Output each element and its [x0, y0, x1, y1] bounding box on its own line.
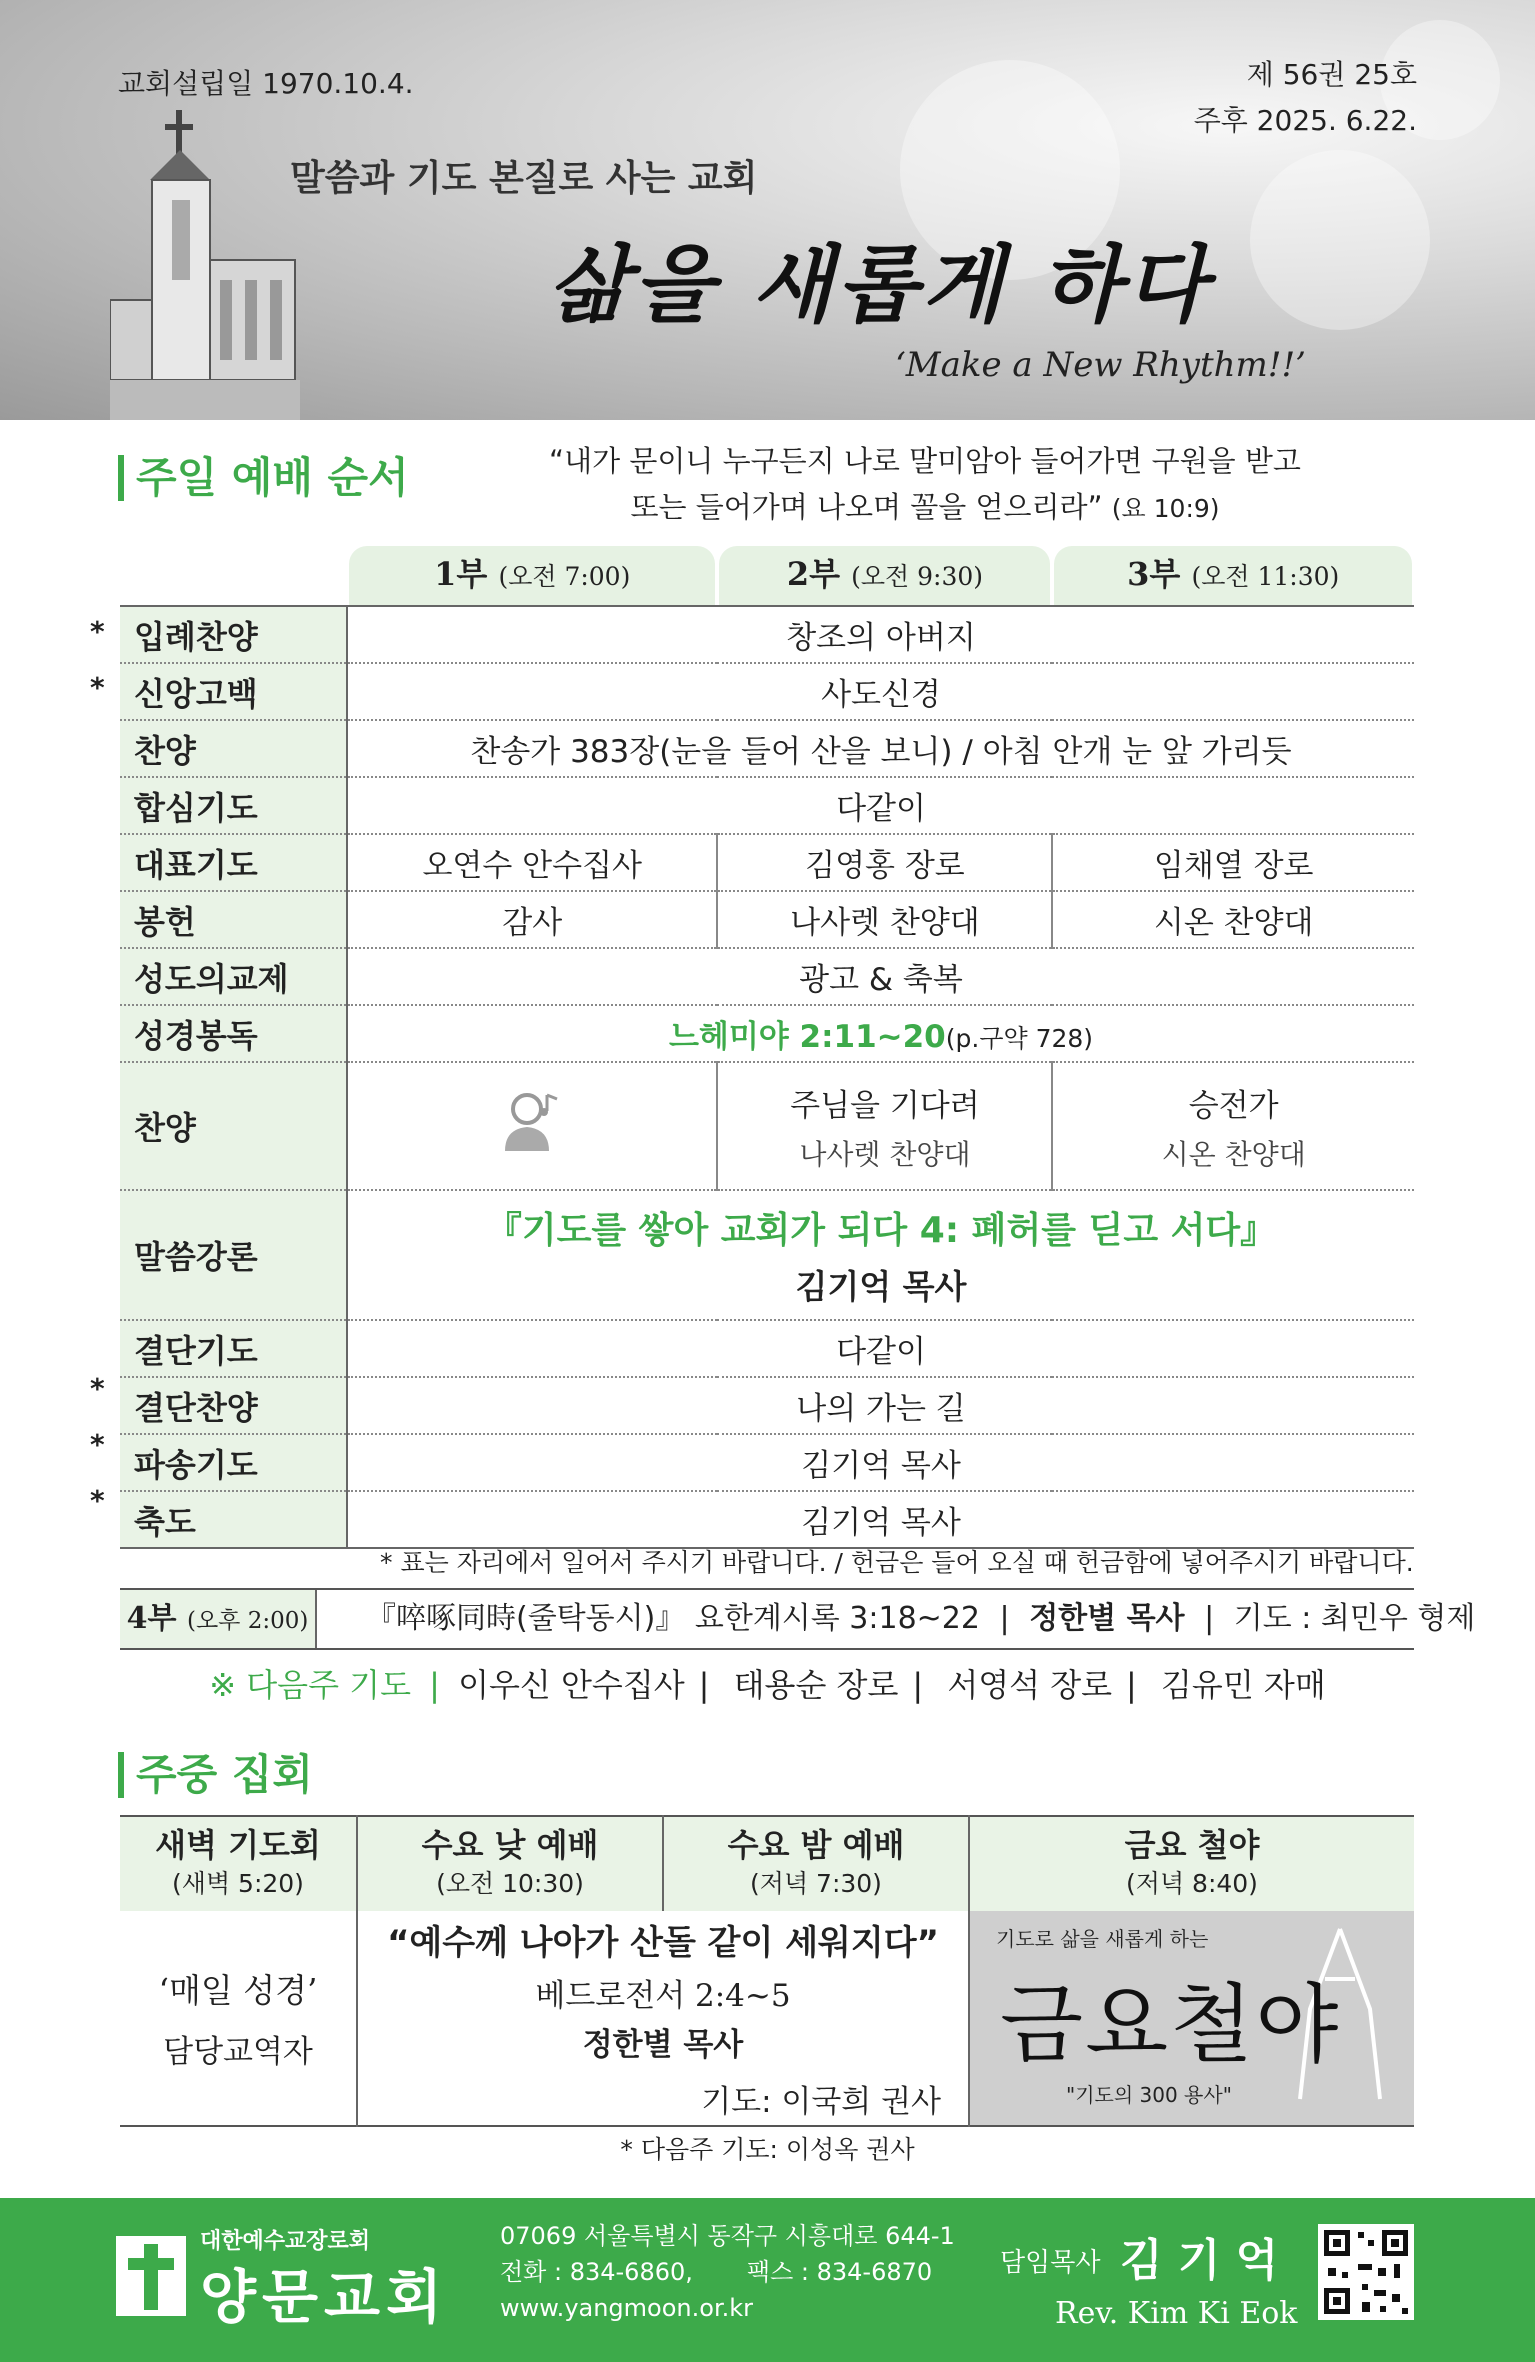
row-label: 말씀강론 [120, 1190, 347, 1320]
church-logo-icon [116, 2236, 186, 2316]
bokeh-light [1250, 150, 1430, 330]
row-value: 다같이 [347, 777, 1414, 834]
address: 07069 서울특별시 동작구 시흥대로 644-1 [500, 2222, 955, 2250]
service-2-header [717, 546, 1052, 606]
row-value: 사도신경 [347, 663, 1414, 720]
row-label: 대표기도 [120, 834, 347, 891]
row-label: 신앙고백 [120, 663, 347, 720]
service-name: 3부 [1127, 555, 1181, 593]
pastor-label: 담임목사 [1000, 2248, 1101, 2278]
choir-cell-3 [1052, 1062, 1414, 1190]
sermon-speaker: 김기억 목사 [795, 1267, 967, 1306]
friday-vigil-cell [969, 1911, 1414, 2126]
row-label: 성경봉독 [120, 1005, 347, 1062]
fourth-speaker: 정한별 목사 [1029, 1601, 1185, 1636]
wed-prayer: 기도: 이국희 권사 [701, 2084, 941, 2120]
order-row [120, 1377, 1414, 1434]
order-row [120, 948, 1414, 1005]
quote-line: “내가 문이니 누구든지 나로 말미암아 들어가면 구원을 받고 [549, 444, 1301, 478]
main-title: 삶을 새롭게 하다 [548, 235, 1211, 334]
friday-tagline: 기도로 삶을 새롭게 하는 [996, 1927, 1209, 1951]
next-week-prayer: ※ 다음주 기도 | 이우신 안수집사 | 태용순 장로 | 서영석 장로 | 김유민 자매 [209, 1666, 1326, 1704]
row-label: 결단찬양 [120, 1377, 347, 1434]
row-label: 찬양 [120, 1062, 347, 1190]
order-row [120, 1491, 1414, 1548]
wed-speaker: 정한별 목사 [582, 2027, 744, 2063]
standing-mark: * [90, 1372, 105, 1405]
choir-cell-2 [717, 1062, 1052, 1190]
row-value [347, 1005, 1414, 1062]
weekly-col-header: 수요 낮 예배 (오전 10:30) [357, 1816, 663, 1911]
row-value: 광고 & 축복 [347, 948, 1414, 1005]
service-time: (오전 11:30) [1191, 562, 1340, 591]
pastor-name-english: Rev. Kim Ki Eok [1055, 2296, 1298, 2331]
standing-mark: * [90, 1428, 105, 1461]
prayer-name: 김유민 자매 [1161, 1666, 1326, 1704]
row-label: 합심기도 [120, 777, 347, 834]
quote-line [540, 484, 1310, 532]
order-row [120, 891, 1414, 948]
row-value: 임채열 장로 [1052, 834, 1414, 891]
dawn-title: ‘매일 성경’ [158, 1971, 318, 2010]
worship-section-title: 주일 예배 순서 [118, 455, 409, 501]
header-banner [0, 0, 1535, 420]
standing-mark: * [90, 615, 105, 648]
issue-date: 주후 2025. 6.22. [1193, 104, 1417, 137]
order-row [120, 834, 1414, 891]
row-label: 파송기도 [120, 1434, 347, 1491]
sermon-title: 『기도를 쌓아 교회가 되다 4: 폐허를 딛고 서다』 [485, 1210, 1277, 1251]
wednesday-cell [357, 1911, 969, 2126]
fourth-prayer: 기도 : 최민우 형제 [1233, 1601, 1476, 1636]
friday-slogan: "기도의 300 용사" [1066, 2083, 1232, 2107]
scripture-quote [540, 438, 1310, 532]
dawn-leader: 담당교역자 [163, 2034, 313, 2070]
weekly-next-prayer: * 다음주 기도: 이성옥 권사 [620, 2135, 915, 2164]
row-value: 김기억 목사 [347, 1434, 1414, 1491]
row-value: 시온 찬양대 [1052, 891, 1414, 948]
row-label: 봉헌 [120, 891, 347, 948]
church-building-icon [110, 110, 300, 420]
dawn-prayer-cell [120, 1911, 357, 2126]
fourth-service-row [120, 1588, 1476, 1650]
singer-icon [497, 1087, 567, 1157]
website-link[interactable]: www.yangmoon.or.kr [500, 2294, 753, 2322]
order-row [120, 720, 1414, 777]
standing-note: * 표는 자리에서 일어서 주시기 바랍니다. / 헌금은 들어 오실 때 헌금함에 넣어주시기 바랍니다. [380, 1548, 1414, 1577]
bible-reading: 느헤미야 2:11~20 [668, 1019, 946, 1055]
order-row [120, 1062, 1414, 1190]
row-label: 찬양 [120, 720, 347, 777]
next-prayer-label: ※ 다음주 기도 [209, 1666, 411, 1704]
footer [0, 2198, 1535, 2362]
row-value: 찬송가 383장(눈을 들어 산을 보니) / 아침 안개 눈 앞 가리듯 [347, 720, 1414, 777]
service-time: (오후 2:00) [186, 1608, 309, 1634]
order-row [120, 606, 1414, 663]
volume-number: 제 56권 25호 [1246, 58, 1417, 91]
issue-info [1194, 52, 1417, 144]
weekly-body-row [120, 1911, 1414, 2126]
standing-mark: * [90, 671, 105, 704]
prayer-name: 이우신 안수집사 [458, 1666, 685, 1704]
friday-vigil-logo: 금요철야 [1000, 1975, 1341, 2075]
weekly-meetings-table [120, 1815, 1414, 2127]
row-value: 오연수 안수집사 [347, 834, 717, 891]
sermon-cell [347, 1190, 1414, 1320]
order-row [120, 1434, 1414, 1491]
order-row [120, 663, 1414, 720]
contact-info [500, 2218, 955, 2326]
choir-cell-1 [347, 1062, 717, 1190]
worship-order-table [120, 546, 1414, 1549]
order-row [120, 1190, 1414, 1320]
order-row [120, 1320, 1414, 1377]
service-1-header [347, 546, 717, 606]
service-name: 2부 [786, 555, 840, 593]
quote-text: 또는 들어가며 나오며 꼴을 얻으리라” [630, 490, 1103, 524]
row-label: 축도 [120, 1491, 347, 1548]
quote-reference: (요 10:9) [1111, 494, 1220, 523]
fourth-sermon-title: 『啐啄同時(줄탁동시)』 요한계시록 3:18~22 [366, 1601, 980, 1636]
row-value: 나사렛 찬양대 [717, 891, 1052, 948]
wed-scripture: 베드로전서 2:4~5 [535, 1978, 791, 2014]
pastor-name: 김 기 억 [1120, 2235, 1279, 2286]
row-value: 감사 [347, 891, 717, 948]
wed-sermon-title: “예수께 나아가 산돌 같이 세워지다” [387, 1923, 939, 1963]
weekly-col-header: 새벽 기도회 (새벽 5:20) [120, 1816, 357, 1911]
empty-cell [120, 546, 347, 606]
service-3-header [1052, 546, 1414, 606]
denomination: 대한예수교장로회 [200, 2229, 371, 2254]
fax: 팩스 : 834-6870 [746, 2258, 933, 2286]
row-value: 김영홍 장로 [717, 834, 1052, 891]
established-date: 교회설립일 1970.10.4. [118, 67, 414, 100]
weekly-header-row [120, 1816, 1414, 1911]
row-label: 성도의교제 [120, 948, 347, 1005]
row-value: 다같이 [347, 1320, 1414, 1377]
anthem-choir: 시온 찬양대 [1161, 1137, 1306, 1171]
order-row [120, 1005, 1414, 1062]
qr-code-icon[interactable] [1318, 2224, 1414, 2320]
row-value: 김기억 목사 [347, 1491, 1414, 1548]
service-header-row [120, 546, 1414, 606]
weekly-col-header: 수요 밤 예배 (저녁 7:30) [663, 1816, 969, 1911]
service-time: (오전 9:30) [851, 562, 984, 591]
bible-page: (p.구약 728) [945, 1024, 1094, 1053]
weekly-section-title: 주중 집회 [118, 1752, 313, 1798]
church-motto: 말씀과 기도 본질로 사는 교회 [290, 158, 758, 199]
sub-title: ‘Make a New Rhythm!!’ [895, 345, 1306, 385]
row-value: 창조의 아버지 [347, 606, 1414, 663]
standing-mark: * [90, 1484, 105, 1517]
service-time: (오전 7:00) [498, 562, 631, 591]
row-label: 입례찬양 [120, 606, 347, 663]
anthem-title: 승전가 [1188, 1087, 1279, 1124]
anthem-choir: 나사렛 찬양대 [799, 1137, 971, 1171]
row-label: 결단기도 [120, 1320, 347, 1377]
order-row [120, 777, 1414, 834]
fourth-service-label [120, 1590, 317, 1648]
prayer-name: 서영석 장로 [947, 1666, 1113, 1704]
fourth-service-info: 『啐啄同時(줄탁동시)』 요한계시록 3:18~22 | 정한별 목사 | 기도 : 최민우 형제 [366, 1601, 1476, 1636]
anthem-title: 주님을 기다려 [790, 1087, 980, 1124]
row-value: 나의 가는 길 [347, 1377, 1414, 1434]
service-name: 1부 [434, 555, 488, 593]
phone: 전화 : 834-6860, [500, 2258, 693, 2286]
service-name: 4부 [126, 1601, 177, 1636]
prayer-name: 태용순 장로 [733, 1666, 899, 1704]
weekly-col-header: 금요 철야 (저녁 8:40) [969, 1816, 1414, 1911]
church-name: 양문교회 [200, 2263, 449, 2331]
